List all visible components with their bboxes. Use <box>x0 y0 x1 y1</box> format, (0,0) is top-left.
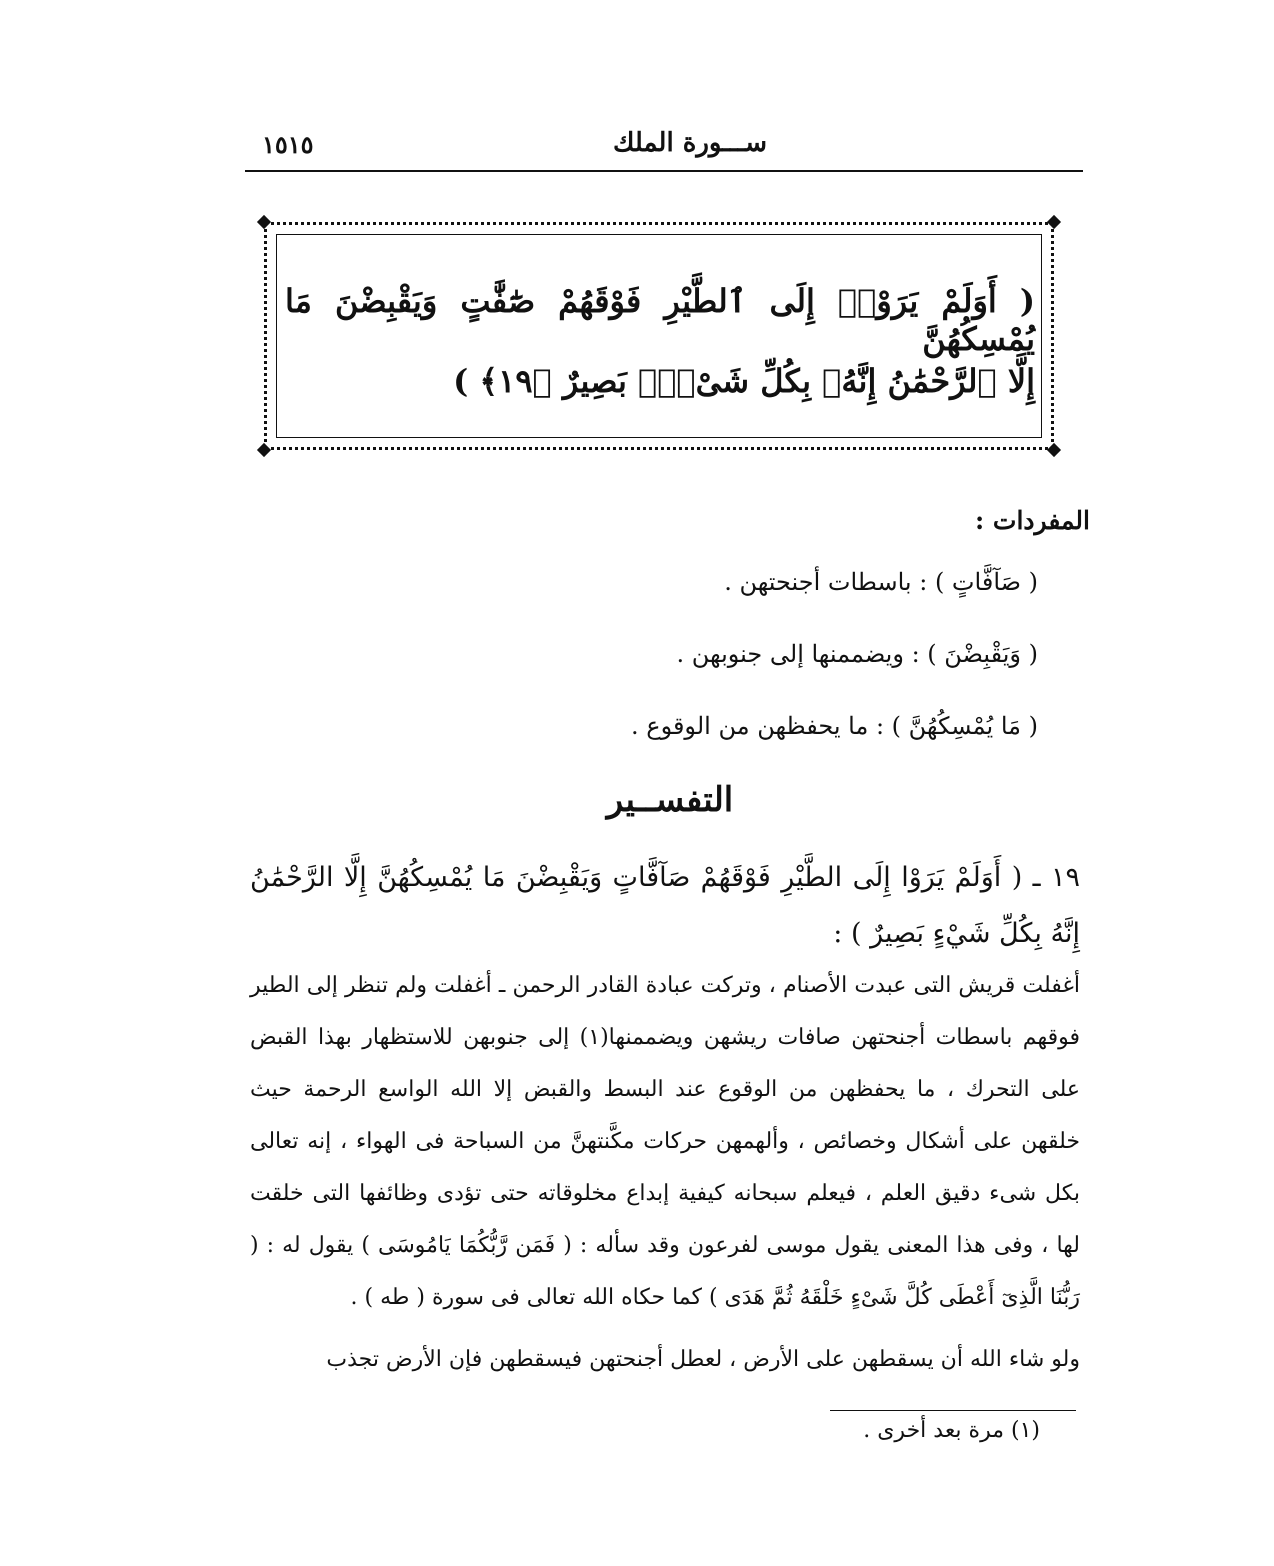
quran-verse-line-1: ( أَوَلَمْ يَرَوْا۟ إِلَى ٱلطَّيْرِ فَوْقَهُمْ صَٰٓفَّٰتٍ وَيَقْبِضْنَ مَا يُمْسِكُهُنَّ <box>285 282 1035 358</box>
footnote: (١) مرة بعد أخرى . <box>863 1418 1040 1443</box>
vocabulary-item: ( وَيَقْبِضْنَ ) : ويضممنها إلى جنوبهن . <box>676 640 1038 668</box>
footnote-rule <box>830 1410 1076 1411</box>
tafsir-paragraph: أغفلت قريش التى عبدت الأصنام ، وتركت عبادة القادر الرحمن ـ أغفلت ولم تنظر إلى الطير فوقهم باسطات أجنحتهن صافات ريشهن ويضممنها(١) إلى جنوبهن للاستظهار بهذا القبض على التحرك ، ما يحفظهن من الوقوع عند البسط والقبض إلا الله الواسع الرحمة حيث خلقهن على أشكال وخصائص ، وألهمهن حركات مكَّنتهنَّ من السباحة فى الهواء ، إنه تعالى بكل شىء دقيق العلم ، فيعلم سبحانه كيفية إبداع مخلوقاته حتى تؤدى وظائفها التى خلقت لها ، وفى هذا المعنى يقول موسى لفرعون وقد سأله : ( فَمَن رَّبُّكُمَا يَامُوسَى ) يقول له : ( رَبُّنَا الَّذِىٓ أَعْطَى كُلَّ شَىْءٍ خَلْقَهُ ثُمَّ هَدَى ) كما حكاه الله تعالى فى سورة ( طه ) . <box>250 973 1080 1310</box>
vocabulary-item: ( صَآفَّاتٍ ) : باسطات أجنحتهن . <box>724 568 1038 596</box>
page-number: ١٥١٥ <box>262 130 314 159</box>
tafsir-heading: التفســير <box>606 780 734 820</box>
tafsir-verse-citation: ١٩ ـ ( أَوَلَمْ يَرَوْا إِلَى الطَّيْرِ فَوْقَهُمْ صَآفَّاتٍ وَيَقْبِضْنَ مَا يُمْسِكُهُنَّ إِلَّا الرَّحْمَٰنُ إِنَّهُ بِكُلِّ شَيْءٍ بَصِيرٌ ) : <box>250 862 1080 949</box>
header-rule <box>245 170 1083 172</box>
vocabulary-item: ( مَا يُمْسِكُهُنَّ ) : ما يحفظهن من الوقوع . <box>630 712 1038 740</box>
tafsir-paragraph: ولو شاء الله أن يسقطهن على الأرض ، لعطل أجنحتهن فيسقطهن فإن الأرض تجذب <box>326 1347 1080 1372</box>
quran-verse-line-2: إِلَّا ٱلرَّحْمَٰنُ إِنَّهُۥ بِكُلِّ شَىْءٍۭ بَصِيرٌ ﴿١٩﴾ ) <box>453 362 1035 400</box>
vocabulary-heading: المفردات : <box>974 506 1090 535</box>
running-header-title: ســـورة الملك <box>613 128 767 158</box>
